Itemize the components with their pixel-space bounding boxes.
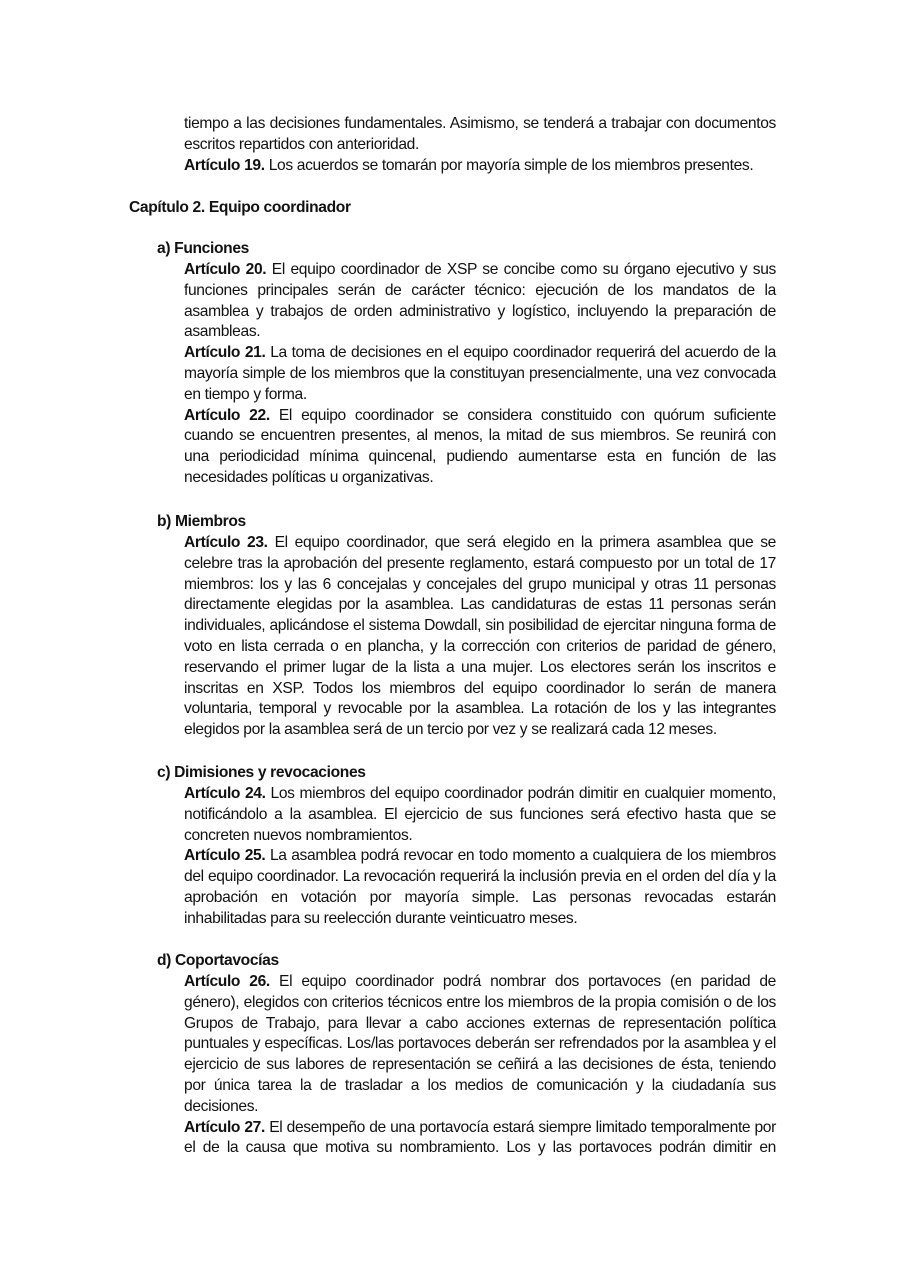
article-27 (184, 1118, 776, 1160)
article-24 (184, 784, 776, 846)
article-label: Artículo 21. (184, 344, 266, 362)
article-label: Artículo 23. (184, 534, 268, 551)
article-text: El equipo coordinador se considera constituido con quórum suficiente cuando se encuentren presentes, al menos, la mitad de sus miembros. Se reunirá con una periodicidad mínima quincenal, pudiendo aumentarse esta en función de las necesidades políticas u organizativas. (184, 406, 776, 486)
article-label: Artículo 20. (184, 261, 267, 278)
article-label: Artículo 22. (184, 406, 270, 424)
article-label: Artículo 25. (184, 847, 266, 865)
article-label: Artículo 26. (184, 973, 270, 990)
article-text: La toma de decisiones en el equipo coordinador requerirá del acuerdo de la mayoría simple de los miembros que la constituyan presencialmente, una vez convocada en tiempo y forma. (184, 344, 776, 403)
article-label: Artículo 27. (184, 1118, 265, 1136)
article-26 (184, 972, 776, 1118)
article-23 (184, 533, 776, 741)
article-19 (184, 156, 776, 177)
article-text: El equipo coordinador podrá nombrar dos portavoces (en paridad de género), elegidos con criterios técnicos entre los miembros de la propia comisión o de los Grupos de Trabajo, para llevar a cabo acciones externas de representación política puntuales y específicas. Los/las portavoces deberán ser refrendados por la asamblea y el ejercicio de sus labores de representación se ceñirá a las decisiones de ésta, teniendo por única tarea la de trasladar a los medios de comunicación y la ciudadanía sus decisiones. (184, 973, 776, 1115)
section-heading-coportavocias: d) Coportavocías (157, 952, 279, 969)
continuation-paragraph: tiempo a las decisiones fundamentales. Asimismo, se tenderá a trabajar con documentos escritos repartidos con anterioridad. (184, 115, 776, 153)
section-heading-funciones: a) Funciones (157, 240, 249, 257)
section-miembros-body (184, 533, 776, 741)
article-label: Artículo 24. (184, 785, 266, 802)
article-22 (184, 406, 776, 489)
chapter-title: Capítulo 2. Equipo coordinador (129, 199, 351, 216)
section-heading-dimisiones: c) Dimisiones y revocaciones (157, 764, 366, 781)
article-21 (184, 343, 776, 405)
article-text: Los acuerdos se tomarán por mayoría simple de los miembros presentes. (264, 156, 754, 174)
article-25 (184, 846, 776, 929)
article-text: Los miembros del equipo coordinador podrán dimitir en cualquier momento, notificándolo a la asamblea. El ejercicio de sus funciones será efectivo hasta que se concreten nuevos nombramientos. (184, 785, 776, 844)
continuation-block (184, 114, 776, 176)
article-label: Artículo 19. (184, 156, 265, 174)
article-text: El desempeño de una portavocía estará siempre limitado temporalmente por el de la causa que motiva su nombramiento. Los y las portavoces podrán dimitir en (184, 1118, 776, 1157)
section-heading-miembros: b) Miembros (157, 513, 246, 530)
article-text: La asamblea podrá revocar en todo momento a cualquiera de los miembros del equipo coordinador. La revocación requerirá la inclusión previa en el orden del día y la aprobación en votación por mayoría simple. Las personas revocadas estarán inhabilitadas para su reelección durante veinticuatro meses. (184, 847, 776, 927)
article-20 (184, 260, 776, 343)
section-coportavocias-body (184, 972, 776, 1159)
article-text: El equipo coordinador de XSP se concibe como su órgano ejecutivo y sus funciones principales serán de carácter técnico: ejecución de los mandatos de la asamblea y trabajos de orden administrativo y logístico, incluyendo la preparación de asambleas. (184, 261, 776, 341)
section-dimisiones-body (184, 784, 776, 930)
section-funciones-body (184, 260, 776, 489)
article-text: El equipo coordinador, que será elegido en la primera asamblea que se celebre tras la aprobación del presente reglamento, estará compuesto por un total de 17 miembros: los y las 6 concejalas y concejales del grupo municipal y otras 11 personas directamente elegidas por la asamblea. Las candidaturas de estas 11 personas serán individuales, aplicándose el sistema Dowdall, sin posibilidad de ejercitar ninguna forma de voto en lista cerrada o en plancha, y la corrección con criterios de paridad de género, reservando el primer lugar de la lista a una mujer. Los electores serán los inscritos e inscritas en XSP. Todos los miembros del equipo coordinador lo serán de manera voluntaria, temporal y revocable por la asamblea. La rotación de los y las integrantes elegidos por la asamblea será de un tercio por vez y se realizará cada 12 meses. (184, 534, 776, 739)
